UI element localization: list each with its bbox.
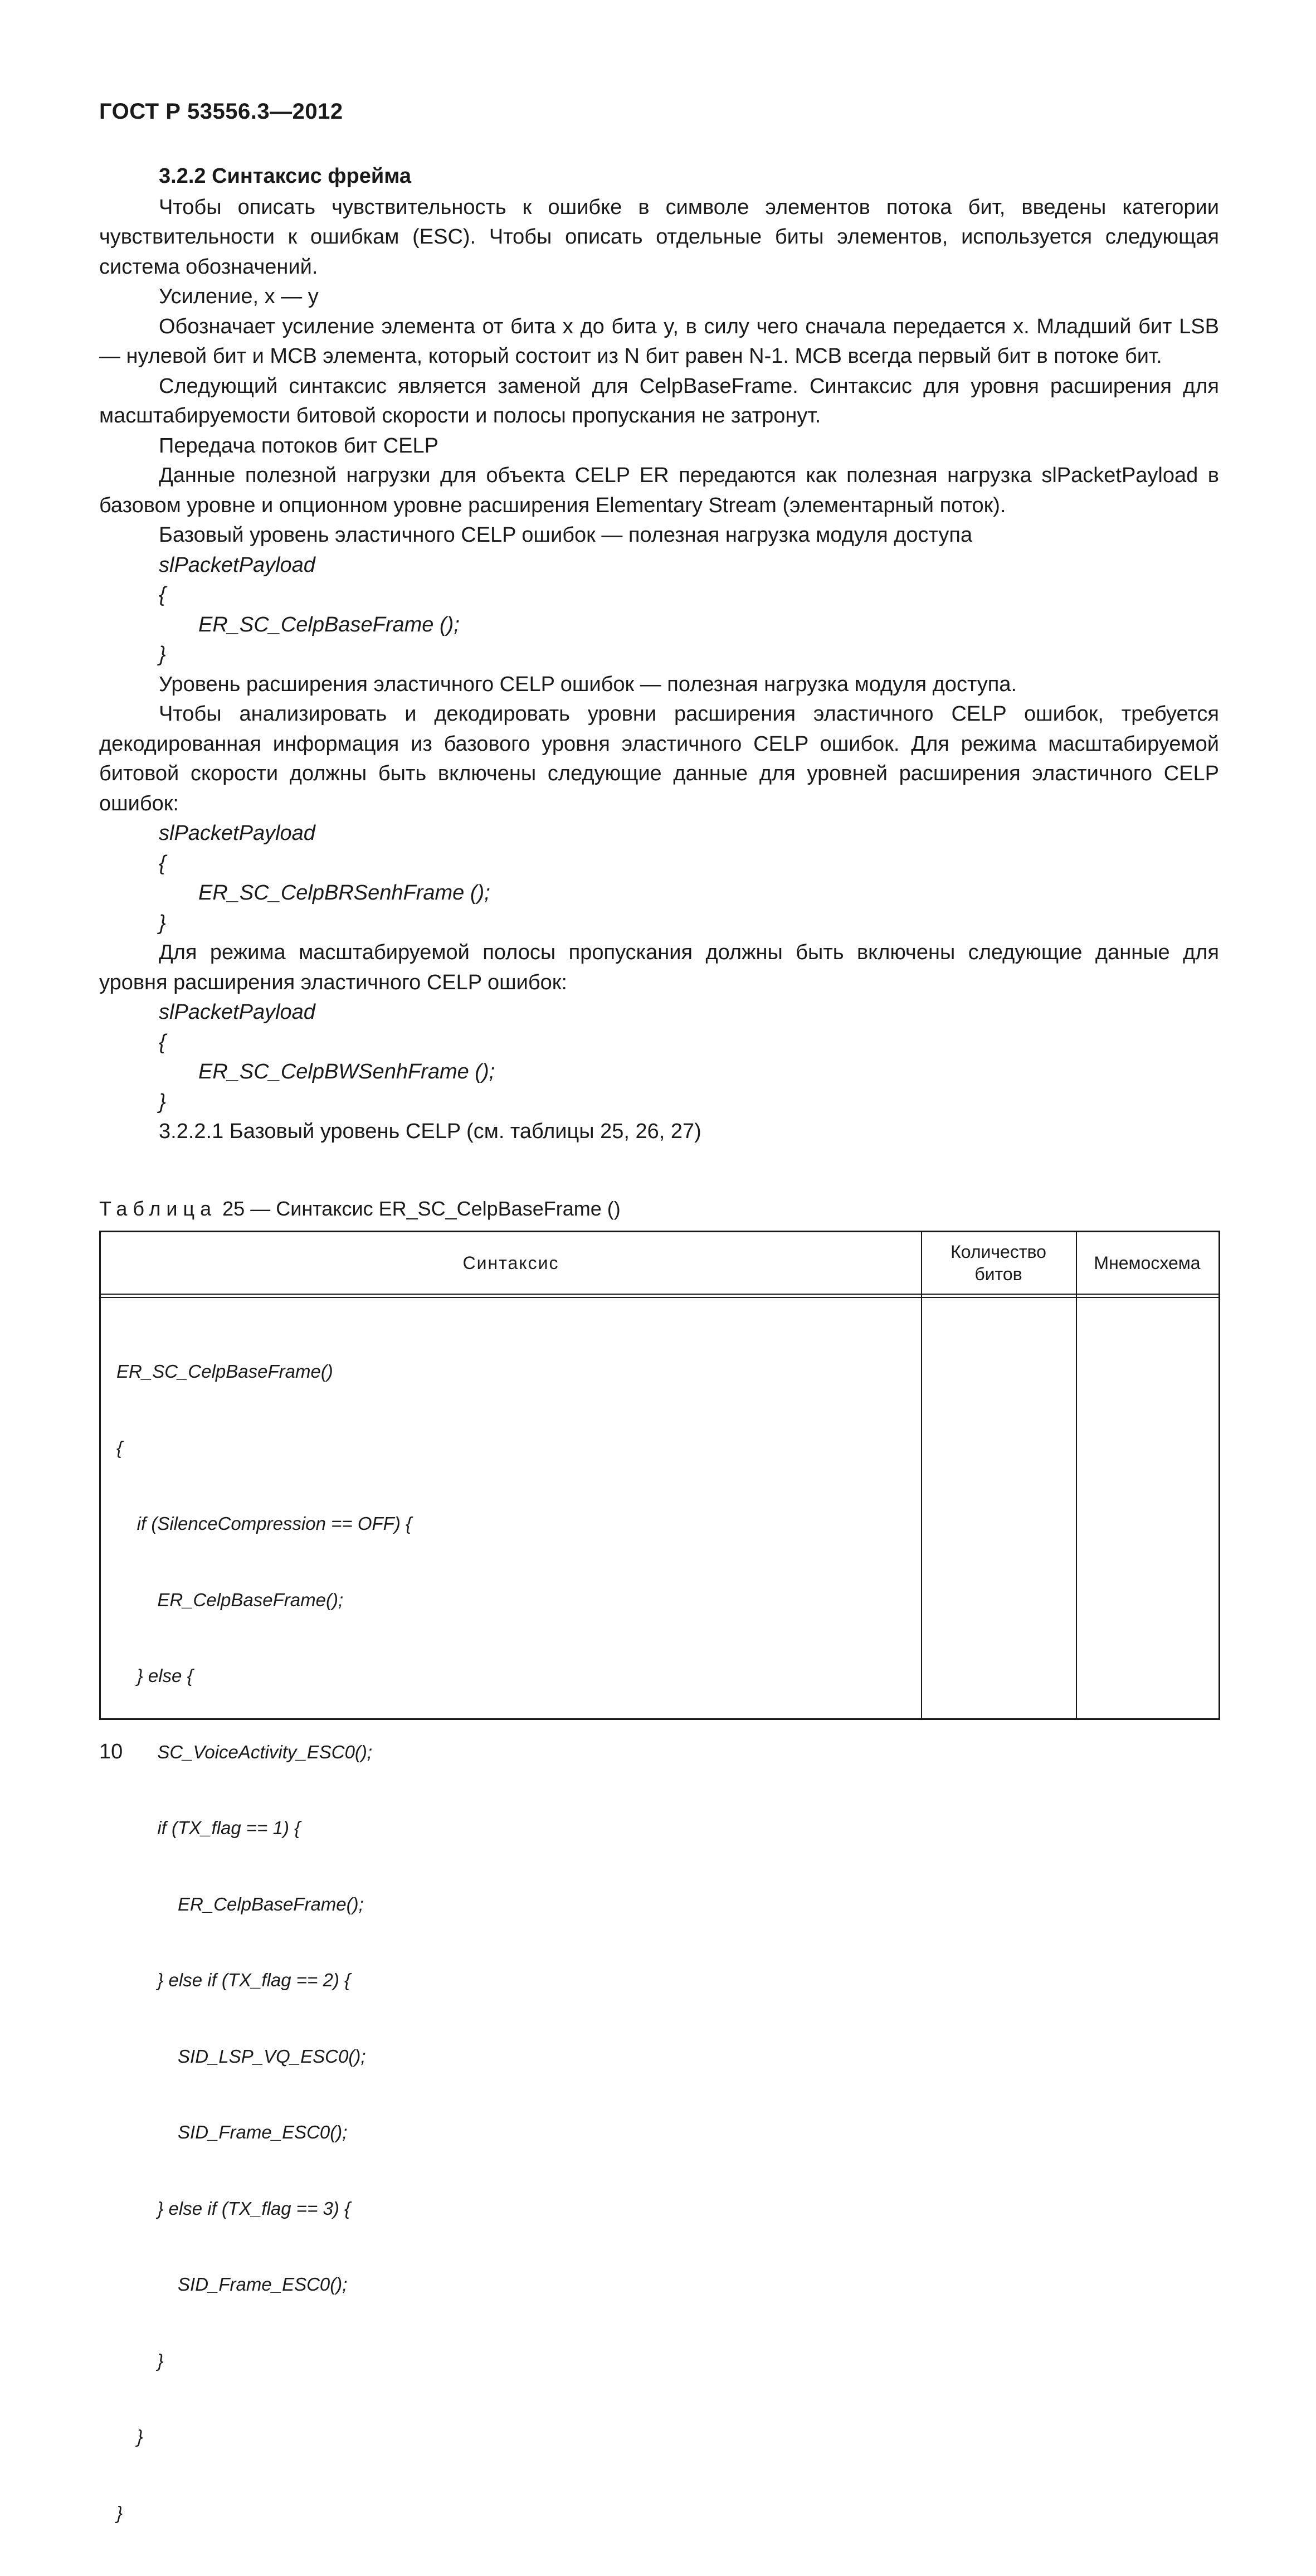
code-line: { [159, 1030, 166, 1054]
table-code-line: SID_Frame_ESC0(); [116, 2122, 348, 2142]
section-heading: 3.2.2 Синтаксис фрейма [159, 164, 411, 188]
code-line: { [159, 851, 166, 875]
table-code-line: if (TX_flag == 1) { [116, 1817, 301, 1838]
table-code-line: SID_LSP_VQ_ESC0(); [116, 2045, 366, 2067]
paragraph: Уровень расширения эластичного CELP ошибок — полезная нагрузка модуля доступа. [159, 672, 1017, 696]
paragraph: Чтобы анализировать и декодировать уровни расширения эластичного CELP ошибок, требуется декодированная информация из базового уровня эластичного CELP ошибок. Для режима масштабируемой битовой скорости должны быть включены следующие данные для уровней расширения эластичного CELP ошибок: [99, 702, 1219, 815]
paragraph: Усиление, x — y [159, 285, 319, 308]
column-header-mnemonic: Мнемосхема [1094, 1253, 1201, 1273]
table-code-line: } [116, 2426, 143, 2447]
paragraph: Данные полезной нагрузки для объекта CELP ER передаются как полезная нагрузка slPacketPayload в базовом уровне и опционном уровне расширения Elementary Stream (элементарный поток). [99, 464, 1219, 517]
table-code-line: SID_Frame_ESC0(); [116, 2274, 348, 2295]
table-caption-text: 25 — Синтаксис ER_SC_CelpBaseFrame () [217, 1197, 621, 1220]
table-code-line: { [116, 1437, 123, 1458]
table-code-line: } else { [116, 1665, 193, 1686]
standard-header: ГОСТ Р 53556.3—2012 [99, 99, 343, 124]
table-code-line: if (SilenceCompression == OFF) { [116, 1513, 412, 1534]
code-line: slPacketPayload [159, 822, 315, 845]
code-line: } [159, 1090, 166, 1114]
table-code-line: ER_CelpBaseFrame(); [116, 1589, 344, 1610]
paragraph: Обозначает усиление элемента от бита x до бита y, в силу чего сначала передается x. Младший бит LSB — нулевой бит и MCB элемента, который состоит из N бит равен N-1. MCB всегда первый бит в потоке бит. [99, 314, 1219, 368]
table-code-line: ER_CelpBaseFrame(); [116, 1893, 364, 1914]
table-code-line: } [116, 2502, 123, 2523]
table-caption [99, 1197, 621, 1221]
body-text [99, 162, 1219, 1147]
paragraph: Передача потоков бит CELP [159, 434, 438, 458]
code-line: } [159, 911, 166, 935]
paragraph: Чтобы описать чувствительность к ошибке в символе элементов потока бит, введены категории чувствительности к ошибкам (ESC). Чтобы описать отдельные биты элементов, используется следующая система обозначений. [99, 195, 1219, 279]
table-code-line: } else if (TX_flag == 2) { [116, 1970, 351, 1990]
code-line: { [159, 583, 166, 606]
page-number: 10 [99, 1740, 123, 1763]
table-code-line: SC_VoiceActivity_ESC0(); [116, 1741, 373, 1762]
syntax-code-block [116, 1308, 908, 2576]
table-code-line: ER_SC_CelpBaseFrame() [116, 1361, 333, 1382]
paragraph: Базовый уровень эластичного CELP ошибок — полезная нагрузка модуля доступа [159, 523, 973, 547]
paragraph: Следующий синтаксис является заменой для CelpBaseFrame. Синтаксис для уровня расширения для масштабируемости битовой скорости и полосы пропускания не затронут. [99, 374, 1219, 427]
table-header-divider [101, 1297, 1218, 1298]
code-line: } [159, 643, 166, 666]
table-code-line: } else if (TX_flag == 3) { [116, 2198, 351, 2219]
table-caption-label: Таблица [99, 1197, 217, 1220]
code-line: slPacketPayload [159, 1000, 315, 1024]
paragraph: 3.2.2.1 Базовый уровень CELP (см. таблицы 25, 26, 27) [159, 1120, 701, 1143]
paragraph: Для режима масштабируемой полосы пропускания должны быть включены следующие данные для уровня расширения эластичного CELP ошибок: [99, 941, 1219, 994]
code-line: ER_SC_CelpBaseFrame (); [198, 613, 460, 636]
column-header-syntax: Синтаксис [462, 1253, 559, 1273]
column-divider [921, 1232, 922, 1718]
column-header-bits: Количество битов [951, 1242, 1046, 1284]
code-line: ER_SC_CelpBWSenhFrame (); [198, 1060, 495, 1083]
table-code-line: } [116, 2350, 164, 2371]
code-line: ER_SC_CelpBRSenhFrame (); [198, 881, 490, 905]
code-line: slPacketPayload [159, 553, 315, 577]
column-divider [1076, 1232, 1077, 1718]
